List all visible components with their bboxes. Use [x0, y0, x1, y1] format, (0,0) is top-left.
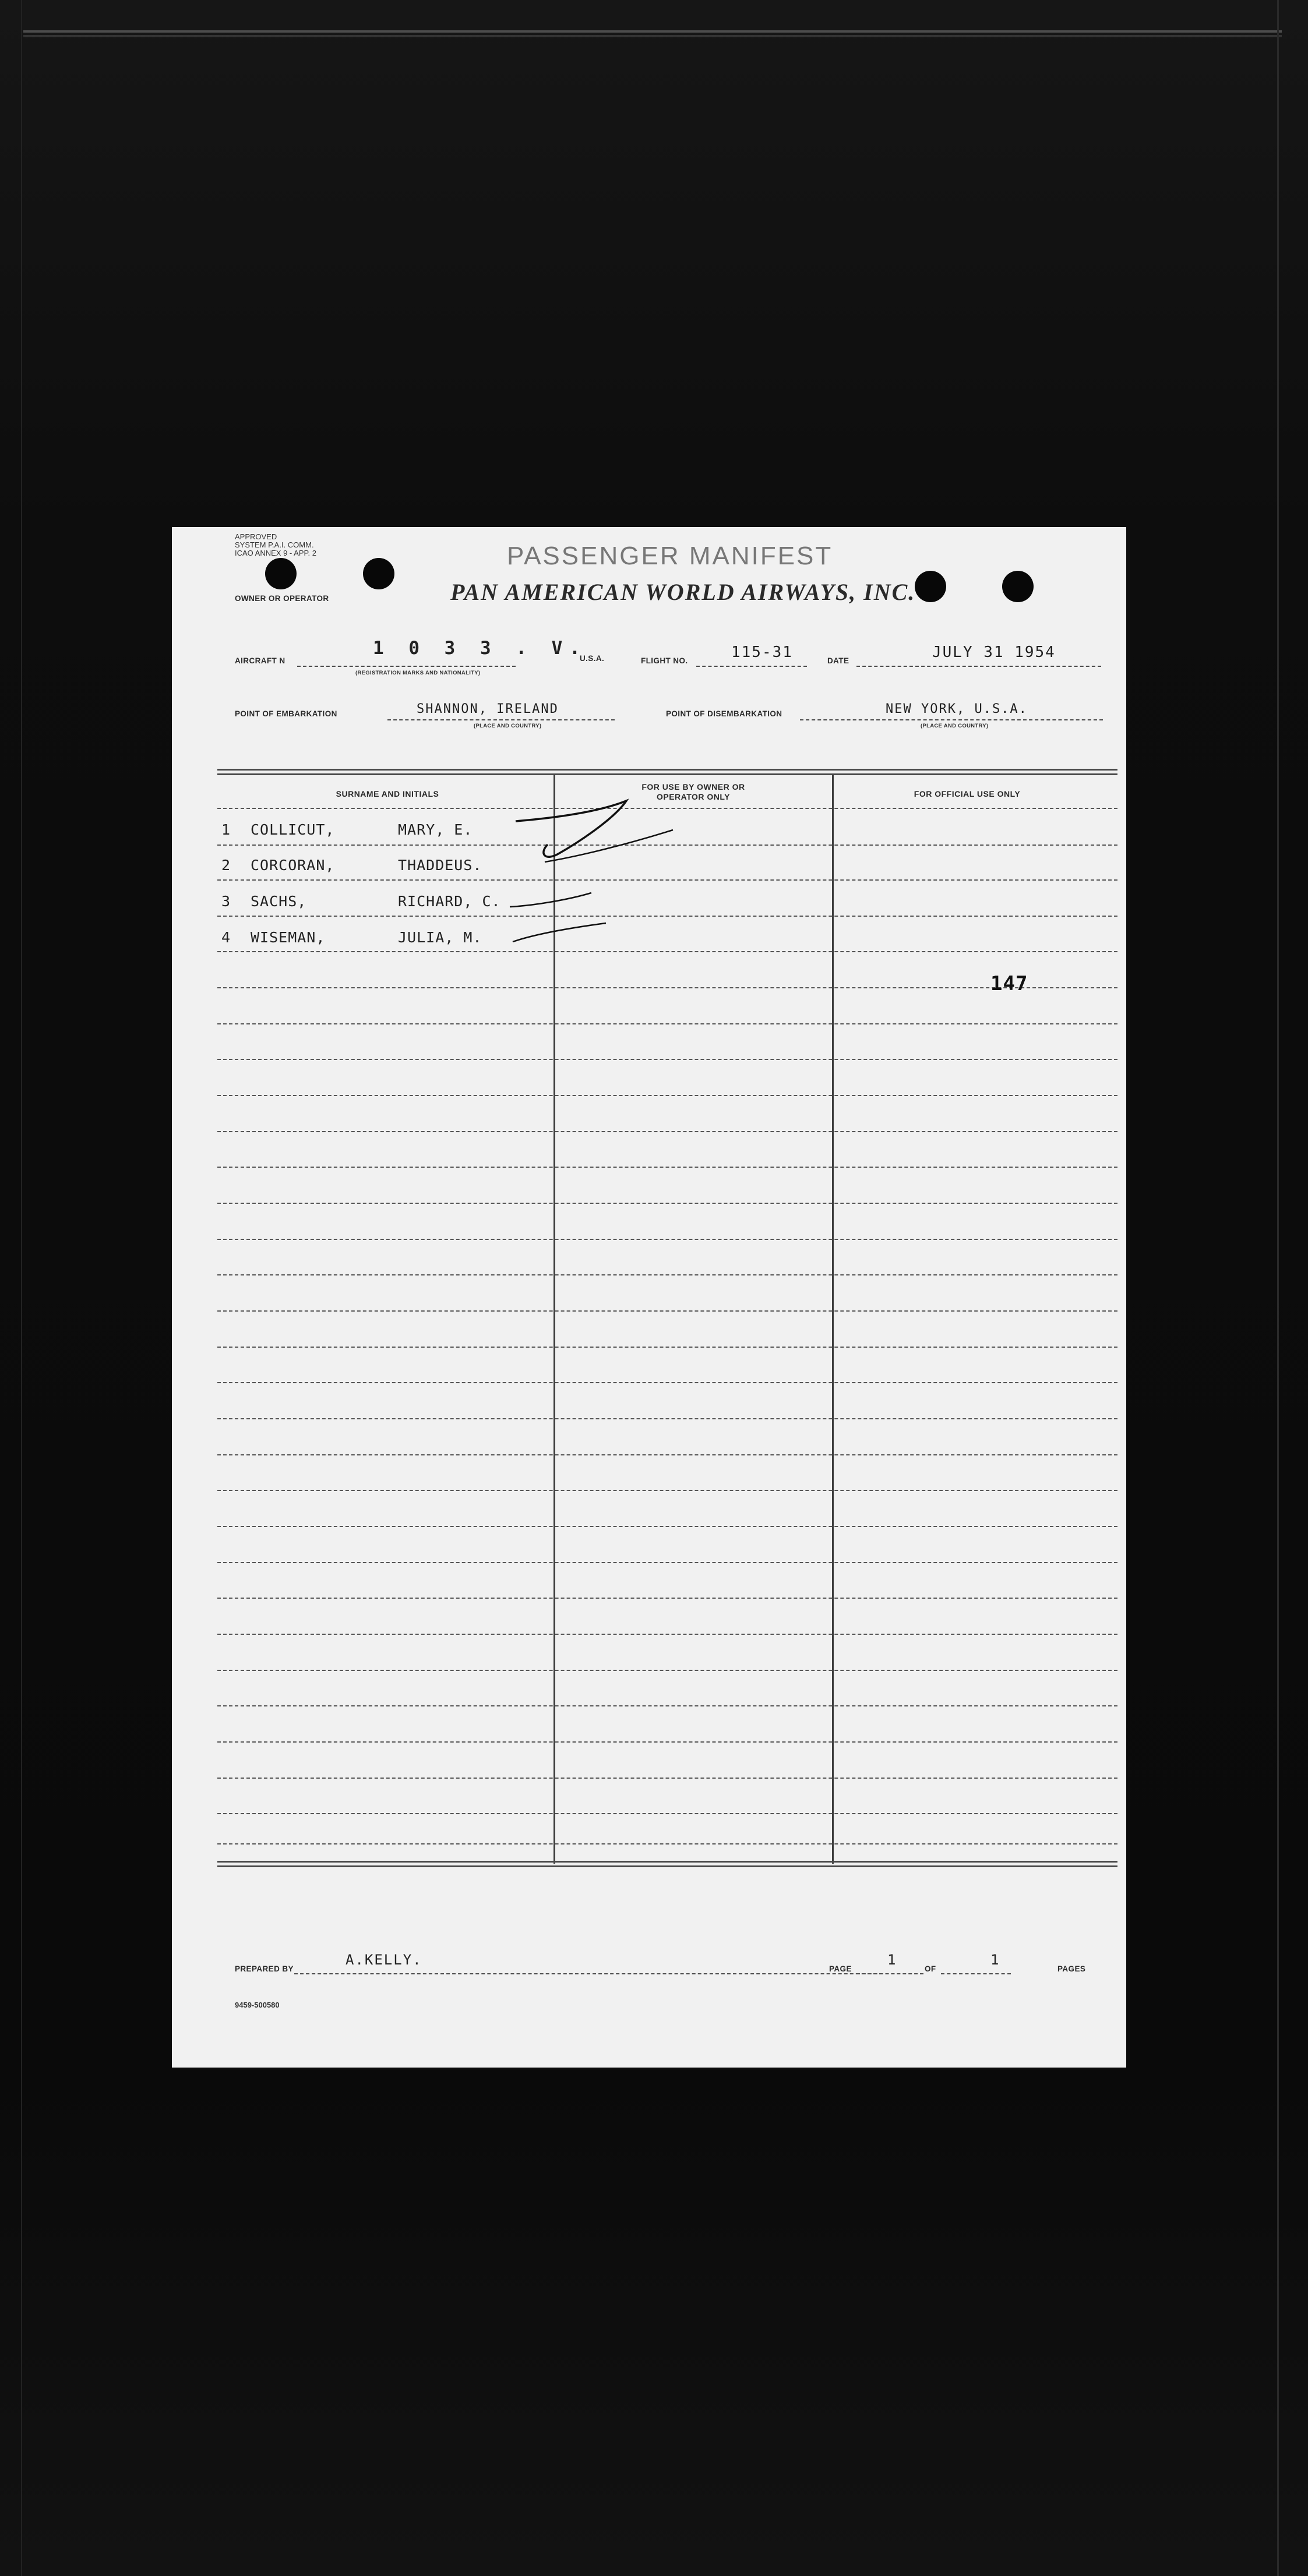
film-edge-left	[21, 0, 22, 2576]
column-header-names: SURNAME AND INITIALS	[336, 789, 439, 798]
table-rule	[217, 1598, 1117, 1599]
table-rule	[217, 1274, 1117, 1275]
row-number: 3	[221, 893, 231, 910]
table-rule	[217, 1167, 1117, 1168]
column-divider	[832, 775, 834, 1864]
form-title: PASSENGER MANIFEST	[507, 542, 833, 570]
passenger-surname: COLLICUT,	[251, 821, 335, 838]
table-rule	[217, 1418, 1117, 1419]
column-divider	[553, 775, 555, 1864]
punch-hole	[915, 571, 946, 602]
date-label: DATE	[827, 656, 849, 665]
flight-label: FLIGHT NO.	[641, 656, 688, 665]
embarkation-label: POINT OF EMBARKATION	[235, 709, 337, 718]
table-rule	[217, 1095, 1117, 1096]
table-top-rule	[217, 769, 1117, 771]
page-value: 1	[887, 1952, 897, 1968]
passenger-initials: THADDEUS.	[398, 857, 482, 874]
passenger-initials: RICHARD, C.	[398, 893, 501, 910]
approval-line: ICAO ANNEX 9 - APP. 2	[235, 549, 316, 557]
airline-name: PAN AMERICAN WORLD AIRWAYS, INC.	[450, 579, 916, 605]
table-rule	[217, 1239, 1117, 1240]
table-rule	[217, 1741, 1117, 1743]
table-bottom-rule	[217, 1865, 1117, 1867]
table-rule	[217, 951, 1117, 952]
approval-line: SYSTEM P.A.I. COMM.	[235, 540, 314, 549]
table-rule	[217, 808, 1117, 809]
date-value: JULY 31 1954	[932, 644, 1056, 661]
prepared-by-value: A.KELLY.	[345, 1952, 422, 1968]
punch-hole	[1002, 571, 1034, 602]
registration-caption: (REGISTRATION MARKS AND NATIONALITY)	[355, 670, 481, 676]
table-rule	[217, 1454, 1117, 1455]
table-rule	[217, 1310, 1117, 1312]
passenger-initials: MARY, E.	[398, 821, 473, 838]
table-rule	[217, 1778, 1117, 1779]
table-rule	[217, 1813, 1117, 1814]
column-header-official: FOR OFFICIAL USE ONLY	[914, 789, 1021, 798]
punch-hole	[363, 558, 394, 589]
table-rule	[217, 1347, 1117, 1348]
page-label: PAGE	[829, 1964, 852, 1973]
aircraft-underline	[297, 666, 516, 667]
table-rule	[217, 1382, 1117, 1383]
row-number: 1	[221, 821, 231, 838]
page-underline	[856, 1973, 923, 1974]
date-underline	[856, 666, 1101, 667]
disembarkation-label: POINT OF DISEMBARKATION	[666, 709, 782, 718]
form-code: 9459-500580	[235, 2001, 280, 2009]
embarkation-underline	[387, 719, 615, 720]
table-rule	[217, 1203, 1117, 1204]
table-rule	[217, 1526, 1117, 1527]
flight-value: 115-31	[731, 644, 793, 661]
manifest-sheet	[172, 527, 1126, 2068]
approval-stamp	[235, 533, 316, 557]
aircraft-label: AIRCRAFT N	[235, 656, 285, 665]
official-stamp-number: 147	[990, 972, 1028, 995]
approval-line: APPROVED	[235, 532, 277, 541]
table-rule	[217, 879, 1117, 881]
table-rule	[217, 1023, 1117, 1024]
disembarkation-value: NEW YORK, U.S.A.	[886, 702, 1028, 716]
passenger-initials: JULIA, M.	[398, 929, 482, 946]
table-rule	[217, 1705, 1117, 1706]
table-rule	[217, 1843, 1117, 1844]
punch-hole	[265, 558, 297, 589]
passenger-surname: SACHS,	[251, 893, 307, 910]
flight-underline	[696, 666, 807, 667]
film-edge-line	[23, 30, 1282, 33]
table-rule	[217, 1059, 1117, 1060]
nationality-value: U.S.A.	[580, 654, 605, 663]
prepared-underline	[294, 1973, 883, 1974]
table-bottom-rule	[217, 1861, 1117, 1863]
disembarkation-caption: (PLACE AND COUNTRY)	[921, 723, 989, 729]
pages-label: PAGES	[1057, 1964, 1086, 1973]
row-number: 4	[221, 929, 231, 946]
passenger-surname: WISEMAN,	[251, 929, 326, 946]
owner-label: OWNER OR OPERATOR	[235, 594, 329, 603]
table-rule	[217, 1490, 1117, 1491]
table-rule	[217, 1670, 1117, 1671]
disembarkation-underline	[800, 719, 1103, 720]
film-edge-right	[1277, 0, 1279, 2576]
column-header-owner: FOR USE BY OWNER OR OPERATOR ONLY	[641, 782, 745, 801]
film-edge-line	[23, 35, 1282, 37]
of-value: 1	[990, 1952, 1000, 1968]
table-rule	[217, 1634, 1117, 1635]
table-rule	[217, 987, 1117, 988]
row-number: 2	[221, 857, 231, 874]
table-rule	[217, 844, 1117, 846]
embarkation-value: SHANNON, IRELAND	[417, 702, 559, 716]
passenger-surname: CORCORAN,	[251, 857, 335, 874]
table-top-rule	[217, 773, 1117, 775]
table-rule	[217, 916, 1117, 917]
prepared-by-label: PREPARED BY	[235, 1964, 294, 1973]
table-rule	[217, 1562, 1117, 1563]
of-underline	[941, 1973, 1011, 1974]
table-rule	[217, 1131, 1117, 1132]
aircraft-value: 1 0 3 3 . V.	[373, 638, 587, 659]
embarkation-caption: (PLACE AND COUNTRY)	[474, 723, 542, 729]
of-label: OF	[925, 1964, 936, 1973]
